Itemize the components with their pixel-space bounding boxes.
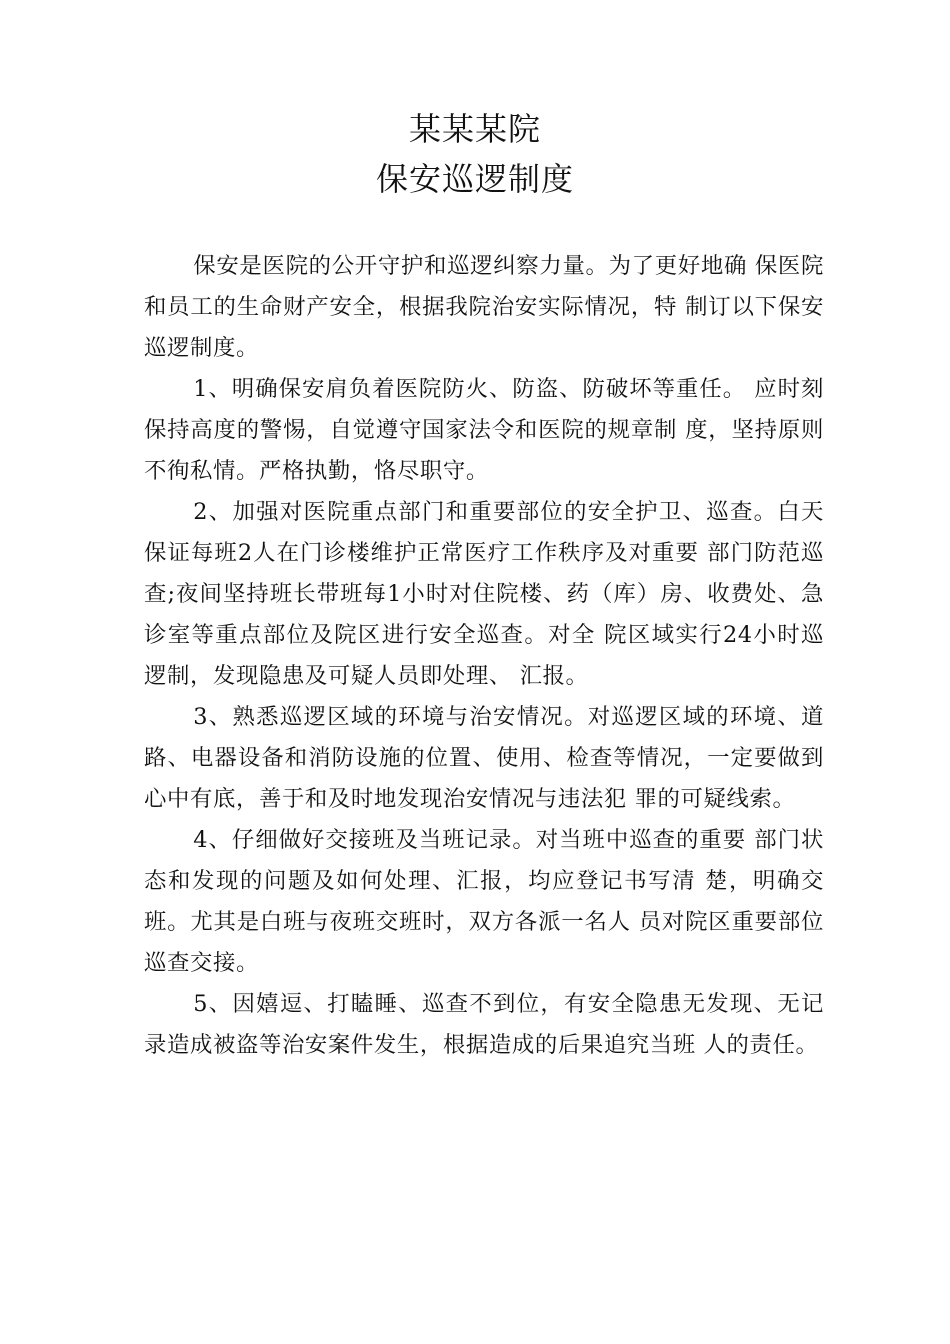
paragraph-rule-3: 3、熟悉巡逻区域的环境与治安情况。对巡逻区域的环境、道路、电器设备和消防设施的位置、使用、检查等情况，一定要做到心中有底，善于和及时地发现治安情况与违法犯 罪的可疑线索。 [144,704,824,812]
title-hospital-name: 某某某院 [408,110,541,148]
paragraph-rule-1: 1、明确保安肩负着医院防火、防盗、防破坏等重任。 应时刻保持高度的警惕，自觉遵守国家法令和医院的规章制 度，坚持原则不徇私情。严格执勤，恪尽职守。 [144,376,824,484]
paragraph-intro: 保安是医院的公开守护和巡逻纠察力量。为了更好地确 保医院和员工的生命财产安全，根据我院治安实际情况，特 制订以下保安巡逻制度。 [144,253,824,361]
paragraph-rule-4: 4、仔细做好交接班及当班记录。对当班中巡查的重要 部门状态和发现的问题及如何处理、汇报，均应登记书写清 楚，明确交班。尤其是白班与夜班交班时，双方各派一名人 员对院区重要部位巡查交接。 [144,827,824,976]
paragraph-rule-5: 5、因嬉逗、打瞌睡、巡查不到位，有安全隐患无发现、无记录造成被盗等治安案件发生，根据造成的后果追究当班 人的责任。 [144,991,824,1058]
document-body [144,246,824,1066]
title-regulation-name: 保安巡逻制度 [375,160,574,198]
paragraph-rule-2: 2、加强对医院重点部门和重要部位的安全护卫、巡查。白天保证每班2人在门诊楼维护正常医疗工作秩序及对重要 部门防范巡查;夜间坚持班长带班每1小时对住院楼、药（库）房、收费处、急诊室等重点部位及院区进行安全巡查。对全 院区域实行24小时巡逻制，发现隐患及可疑人员即处理、 汇报。 [144,499,824,689]
document-title [0,104,950,204]
